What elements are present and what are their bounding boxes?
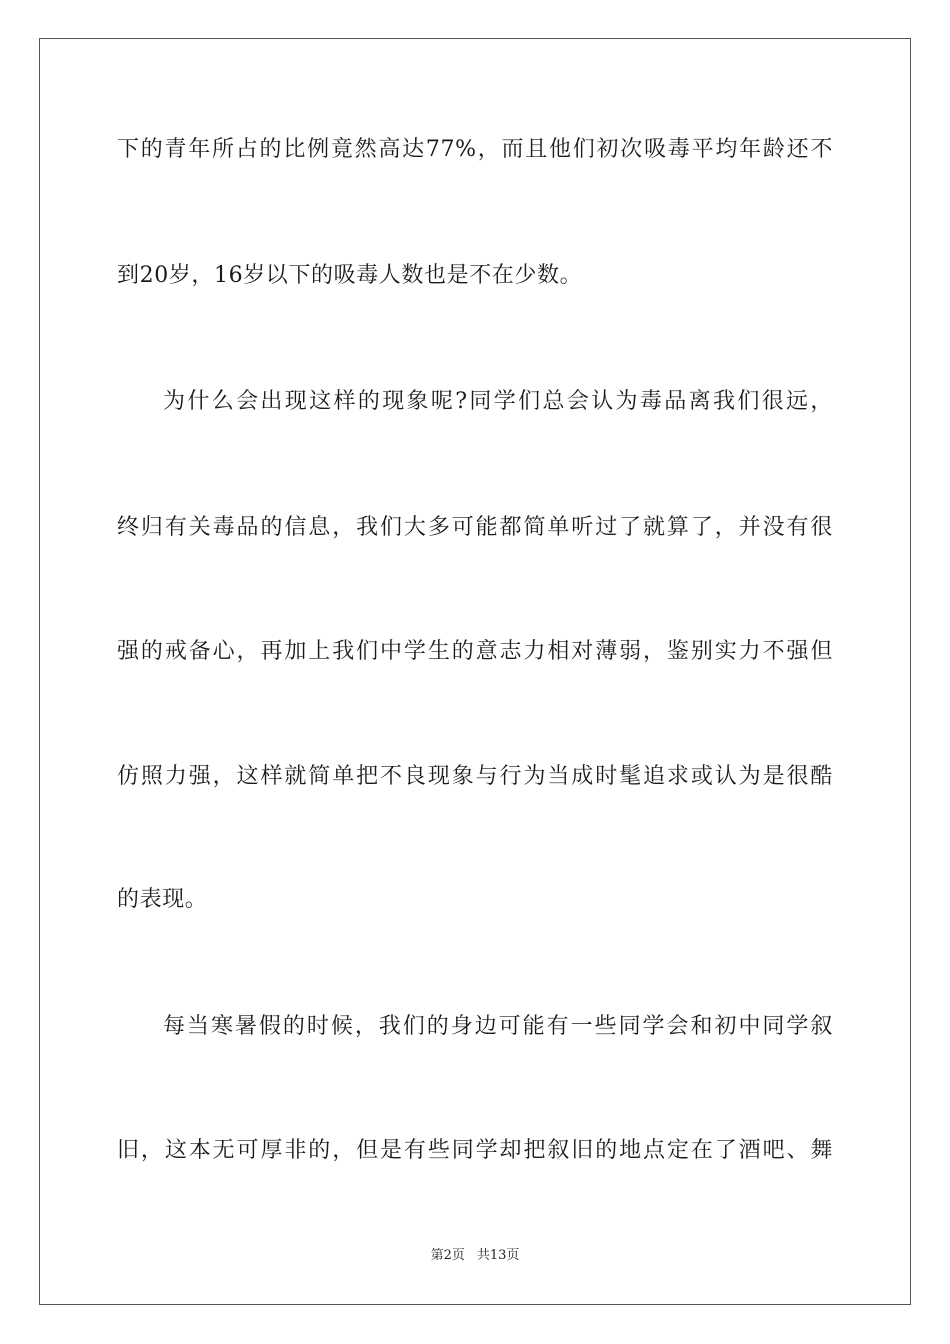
text-line-2: 到20岁，16岁以下的吸毒人数也是不在少数。 <box>117 263 583 288</box>
text-line-7: 的表现。 <box>117 887 208 912</box>
text-line-1: 下的青年所占的比例竟然高达77%，而且他们初次吸毒平均年龄还不 <box>117 137 833 162</box>
text-line-5: 强的戒备心，再加上我们中学生的意志力相对薄弱，鉴别实力不强但 <box>117 639 833 664</box>
paragraph-start-line-8: 每当寒暑假的时候，我们的身边可能有一些同学会和初中同学叙 <box>163 1014 833 1039</box>
text-line-9: 旧，这本无可厚非的，但是有些同学却把叙旧的地点定在了酒吧、舞 <box>117 1138 833 1163</box>
page-total: 共13页 <box>476 1248 520 1263</box>
paragraph-start-line-3: 为什么会出现这样的现象呢?同学们总会认为毒品离我们很远， <box>163 389 833 414</box>
text-line-6: 仿照力强，这样就简单把不良现象与行为当成时髦追求或认为是很酷 <box>117 764 833 789</box>
page-footer <box>0 1247 950 1265</box>
page-border <box>39 38 911 1305</box>
page-number: 第2页 <box>430 1248 465 1263</box>
text-line-4: 终归有关毒品的信息，我们大多可能都简单听过了就算了，并没有很 <box>117 515 833 540</box>
